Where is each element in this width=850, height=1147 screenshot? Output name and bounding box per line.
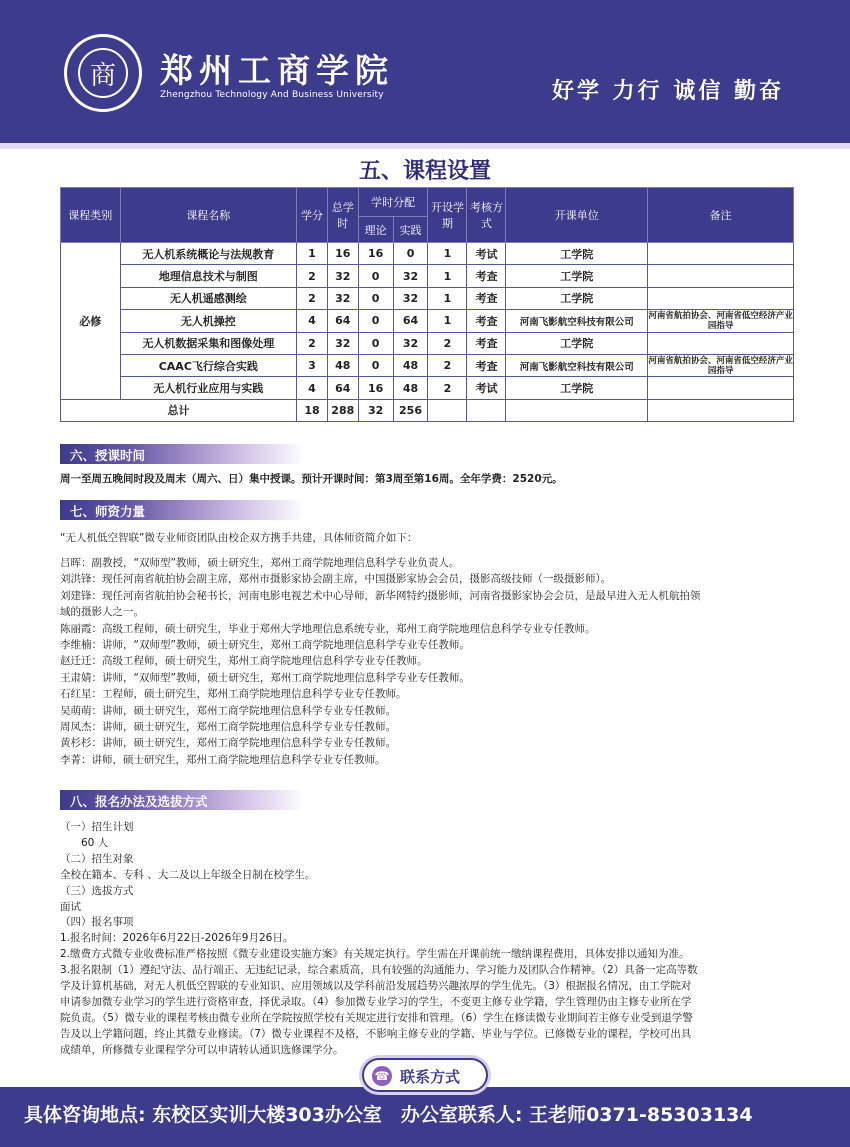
exam-method: 考查 [467,332,506,354]
exam-method: 考查 [467,310,506,332]
theory-hours: 16 [358,243,393,265]
credit: 2 [297,287,328,309]
practice-hours: 48 [393,354,428,376]
note [648,243,794,265]
enrollment-line: 3.报名限制（1）遵纪守法、品行端正、无违纪记录，综合素质高，具有较强的沟通能力、学习能力及团队合作精神。（2）具备一定高等数 [60,964,698,977]
note [648,287,794,309]
table-row [61,287,794,309]
theory-hours: 16 [358,377,393,399]
note: 河南省航拍协会、河南省低空经济产业园指导 [648,355,793,376]
teaching-time-text [60,471,800,487]
university-motto: 好学 力行 诚信 勤奋 [552,78,784,104]
table-row [61,354,794,376]
credit: 3 [297,354,328,376]
theory-hours: 0 [358,332,393,354]
table-row [61,243,794,265]
phone-icon: ☎ [372,1066,392,1086]
note [648,377,794,399]
header-category: 课程类别 [61,188,121,243]
faculty-line: 陈丽霞：高级工程师，硕士研究生，毕业于郑州大学地理信息系统专业，郑州工商学院地理信息科学专业专任教师。 [60,622,596,635]
enrollment-line: （一）招生计划 [60,821,134,833]
enrollment-line: （四）报名事项 [60,916,134,929]
empty-cell [648,399,794,421]
header-note: 备注 [648,188,794,243]
section-8-title: 八、报名办法及选拔方式 [70,794,208,809]
credit: 4 [297,310,328,332]
enrollment-line: 1.报名时间：2026年6月22日-2026年9月26日。 [60,932,294,945]
enrollment-line: 全校在籍本、专科 、大二及以上年级全日制在校学生。 [60,868,316,881]
section-7-title: 七、师资力量 [70,504,146,519]
faculty-line: 石红星：工程师，硕士研究生，郑州工商学院地理信息科学专业专任教师。 [60,688,407,701]
section-7-header [60,500,306,520]
theory-hours: 0 [358,265,393,287]
exam-method: 考试 [467,377,506,399]
contact-badge [362,1058,488,1092]
logo-emblem-icon: 商 [78,48,128,98]
header-semester: 开设学期 [428,188,467,243]
course-name: 无人机操控 [120,310,297,332]
faculty-line: 刘建锋：现任河南省航拍协会秘书长，河南电影电视艺术中心导师，新华网特约摄影师，河南省摄影家协会会员，是最早进入无人机航拍领 [60,589,701,602]
practice-hours: 48 [393,377,428,399]
table-row [61,332,794,354]
faculty-list [60,555,800,768]
table-row [61,377,794,399]
table-total-row [61,399,794,421]
offering-unit: 工学院 [506,332,648,354]
faculty-line: 吴萌萌：讲师，硕士研究生，郑州工商学院地理信息科学专业专任教师。 [60,704,396,717]
category-cell: 必修 [61,243,121,400]
course-section-title: 五、课程设置 [358,159,491,184]
university-logo [64,34,142,112]
empty-cell [428,399,467,421]
exam-method: 考查 [467,265,506,287]
credit: 2 [297,332,328,354]
section-6-title: 六、授课时间 [70,448,146,463]
total-hours: 32 [327,332,358,354]
enrollment-line: 成绩单，所修微专业课程学分可以申请转认通识选修课学分。 [60,1043,344,1056]
semester: 2 [428,377,467,399]
offering-unit: 河南飞影航空科技有限公司 [506,310,648,332]
course-name: 无人机数据采集和图像处理 [120,332,297,354]
header-divider [0,143,850,149]
empty-cell [467,399,506,421]
total-hours: 16 [327,243,358,265]
header-credit: 学分 [297,188,328,243]
enrollment-line: 院负责。（5）微专业的课程考核由微专业所在学院按照学校有关规定进行安排和管理。（6）学生在修读微专业期间若主修专业受到退学警 [60,1011,693,1024]
header-theory: 理论 [358,217,393,243]
credit: 1 [297,243,328,265]
theory-hours: 0 [358,310,393,332]
course-table [60,187,794,422]
semester: 1 [428,287,467,309]
theory-hours: 0 [358,287,393,309]
total-hours: 32 [327,287,358,309]
credit: 2 [297,265,328,287]
university-english-name: Zhengzhou Technology And Business University [160,90,384,100]
faculty-line: 刘洪锋：现任河南省航拍协会副主席，郑州市摄影家协会副主席，中国摄影家协会会员，摄影高级技师（一级摄影师）。 [60,573,612,586]
header-unit: 开课单位 [506,188,648,243]
total-hours-sum: 288 [327,399,358,421]
course-name: 无人机系统概论与法规教育 [120,243,297,265]
practice-hours: 32 [393,287,428,309]
exam-method: 考查 [467,354,506,376]
section-8-header [60,790,306,810]
enrollment-line: 告及以上学籍问题，终止其微专业修读。（7）微专业课程不及格，不影响主修专业的学籍、毕业与学位。已修微专业的课程，学校可出具 [60,1027,692,1040]
offering-unit: 工学院 [506,377,648,399]
table-row [61,265,794,287]
faculty-line: 赵迁迁：高级工程师，硕士研究生，郑州工商学院地理信息科学专业专任教师。 [60,655,428,668]
faculty-line: 黄杉杉：讲师，硕士研究生，郑州工商学院地理信息科学专业专任教师。 [60,737,396,750]
university-name: 郑州工商学院 [160,51,394,90]
enrollment-line: 面试 [60,900,81,913]
header-course-name: 课程名称 [120,188,297,243]
credit: 4 [297,377,328,399]
faculty-line: 李菁：讲师，硕士研究生，郑州工商学院地理信息科学专业专任教师。 [60,753,386,766]
total-hours: 64 [327,377,358,399]
header-practice: 实践 [393,217,428,243]
semester: 1 [428,265,467,287]
enrollment-line: 2.缴费方式微专业收费标准严格按照《微专业建设实施方案》有关规定执行。学生需在开课前统一缴纳课程费用，具体安排以通知为准。 [60,948,690,961]
semester: 1 [428,310,467,332]
note [648,332,794,354]
note [648,265,794,287]
offering-unit: 工学院 [506,265,648,287]
header-exam: 考核方式 [467,188,506,243]
contact-label: 联系方式 [400,1068,461,1086]
enrollment-line: 60 人 [60,836,109,849]
enrollment-line: 申请参加微专业学习的学生进行资格审查，择优录取。（4）参加微专业学习的学生，不变更主修专业学籍，学生管理仍由主修专业所在学 [60,995,692,1008]
practice-hours: 64 [393,310,428,332]
section-6-header [60,444,306,464]
faculty-line: 王肃婧：讲师，“双师型”教师，硕士研究生，郑州工商学院地理信息科学专业专任教师。 [60,671,470,684]
total-hours: 64 [327,310,358,332]
exam-method: 考试 [467,243,506,265]
faculty-intro-line: “无人机低空智联”微专业师资团队由校企双方携手共建，具体师资简介如下： [60,532,418,544]
course-name: CAAC飞行综合实践 [120,354,297,376]
total-practice: 256 [393,399,428,421]
faculty-line: 李维楠：讲师，“双师型”教师，硕士研究生，郑州工商学院地理信息科学专业专任教师。 [60,639,470,652]
contact-footer-text: 具体咨询地点: 东校区实训大楼303办公室 办公室联系人: 王老师0371-85303134 [24,1104,753,1126]
table-row [61,310,794,332]
faculty-line: 域的摄影人之一。 [60,606,144,619]
note: 河南省航拍协会、河南省低空经济产业园指导 [648,310,793,331]
total-hours: 48 [327,354,358,376]
course-name: 无人机行业应用与实践 [120,377,297,399]
offering-unit: 河南飞影航空科技有限公司 [506,354,648,376]
header-total-hours: 总学时 [327,188,358,243]
enrollment-line: （三）选拔方式 [60,884,134,897]
theory-hours: 0 [358,354,393,376]
practice-hours: 32 [393,265,428,287]
practice-hours: 32 [393,332,428,354]
exam-method: 考查 [467,287,506,309]
offering-unit: 工学院 [506,243,648,265]
total-theory: 32 [358,399,393,421]
total-hours: 32 [327,265,358,287]
semester: 2 [428,332,467,354]
enrollment-details [60,820,800,1059]
faculty-intro [60,530,800,546]
total-credit: 18 [297,399,328,421]
teaching-time-line: 周一至周五晚间时段及周末（周六、日）集中授课。预计开课时间：第3周至第16周。全年学费：2520元。 [60,473,563,485]
course-name: 地理信息技术与制图 [120,265,297,287]
enrollment-line: （二）招生对象 [60,852,134,865]
header-hours-split: 学时分配 [358,188,428,217]
faculty-line: 周凤杰：讲师，硕士研究生，郑州工商学院地理信息科学专业专任教师。 [60,721,396,734]
course-name: 无人机遥感测绘 [120,287,297,309]
offering-unit: 工学院 [506,287,648,309]
semester: 1 [428,243,467,265]
semester: 2 [428,354,467,376]
faculty-line: 吕晖：副教授，“双师型”教师，硕士研究生，郑州工商学院地理信息科学专业负责人。 [60,557,460,569]
practice-hours: 0 [393,243,428,265]
total-label: 总计 [61,399,297,421]
empty-cell [506,399,648,421]
enrollment-line: 学及计算机基础，对无人机低空智联的专业知识、应用领域以及学科前沿发展趋势兴趣浓厚的学生优先。（3）根据报名情况，由工学院对 [60,980,692,993]
